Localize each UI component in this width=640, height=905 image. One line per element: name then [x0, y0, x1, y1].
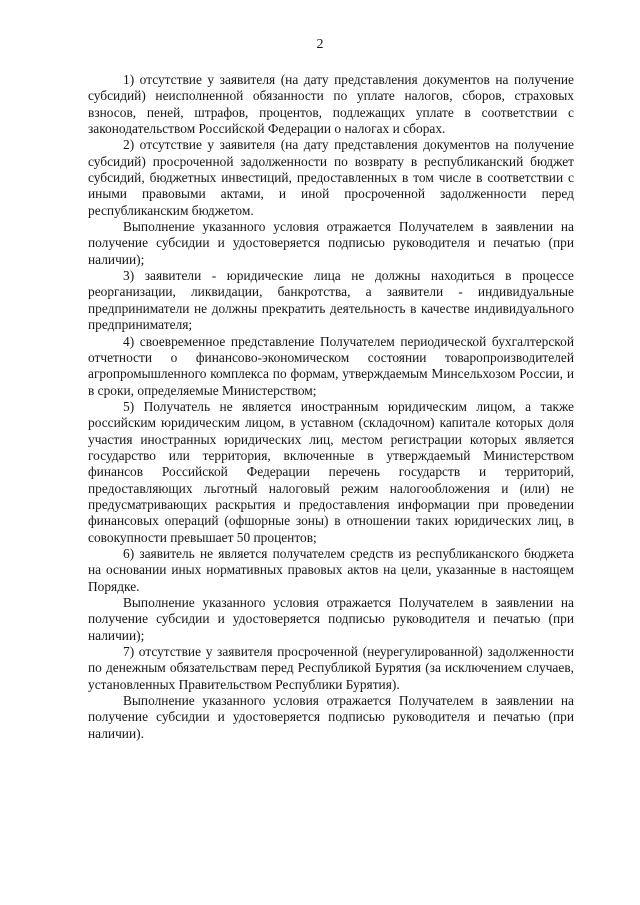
document-body — [88, 72, 574, 742]
paragraph-condition-6: 6) заявитель не является получателем средств из республиканского бюджета на основании иных нормативных правовых актов на цели, указанные в настоящем Порядке. — [88, 545, 574, 594]
paragraph-fulfillment-note-1: Выполнение указанного условия отражается Получателем в заявлении на получение субсидии и удостоверяется подписью руководителя и печатью (при наличии); — [88, 219, 574, 267]
paragraph-condition-2: 2) отсутствие у заявителя (на дату представления документов на получение субсидий) просроченной задолженности по возврату в республиканский бюджет субсидий, бюджетных инвестиций, предоставленных в том числе в соответствии с иными правовыми актами, и иной просроченной задолженности перед республиканским бюджетом. — [88, 137, 574, 218]
paragraph-fulfillment-note-3: Выполнение указанного условия отражается Получателем в заявлении на получение субсидии и удостоверяется подписью руководителя и печатью (при наличии). — [88, 693, 574, 741]
page-number: 2 — [316, 37, 324, 52]
paragraph-condition-1: 1) отсутствие у заявителя (на дату представления документов на получение субсидий) неисполненной обязанности по уплате налогов, сборов, страховых взносов, пеней, штрафов, процентов, подлежащих уплате в соответствии с законодательством Российской Федерации о налогах и сборах. — [88, 72, 574, 137]
paragraph-condition-4: 4) своевременное представление Получателем периодической бухгалтерской отчетности о финансово-экономическом состоянии товаропроизводителей агропромышленного комплекса по формам, утверждаемым Минсельхозом России, и в сроки, определяемые Министерством; — [88, 333, 574, 398]
paragraph-condition-5: 5) Получатель не является иностранным юридическим лицом, а также российским юридическим лицом, в уставном (складочном) капитале которых доля участия иностранных юридических лиц, местом регистрации которых является государство или территория, включенные в утверждаемый Министерством финансов Российской Федерации перечень государств и территорий, предоставляющих льготный налоговый режим налогообложения и (или) не предусматривающих раскрытия и предоставления информации при проведении финансовых операций (офшорные зоны) в отношении таких юридических лиц, в совокупности превышает 50 процентов; — [88, 398, 574, 545]
paragraph-fulfillment-note-2: Выполнение указанного условия отражается Получателем в заявлении на получение субсидии и удостоверяется подписью руководителя и печатью (при наличии); — [88, 595, 574, 643]
paragraph-condition-7: 7) отсутствие у заявителя просроченной (неурегулированной) задолженности по денежным обязательствам перед Республикой Бурятия (за исключением случаев, установленных Правительством Республики Бурятия). — [88, 644, 574, 692]
paragraph-condition-3: 3) заявители - юридические лица не должны находиться в процессе реорганизации, ликвидации, банкротства, а заявители - индивидуальные предприниматели не должны прекратить деятельность в качестве индивидуального предпринимателя; — [88, 268, 574, 333]
